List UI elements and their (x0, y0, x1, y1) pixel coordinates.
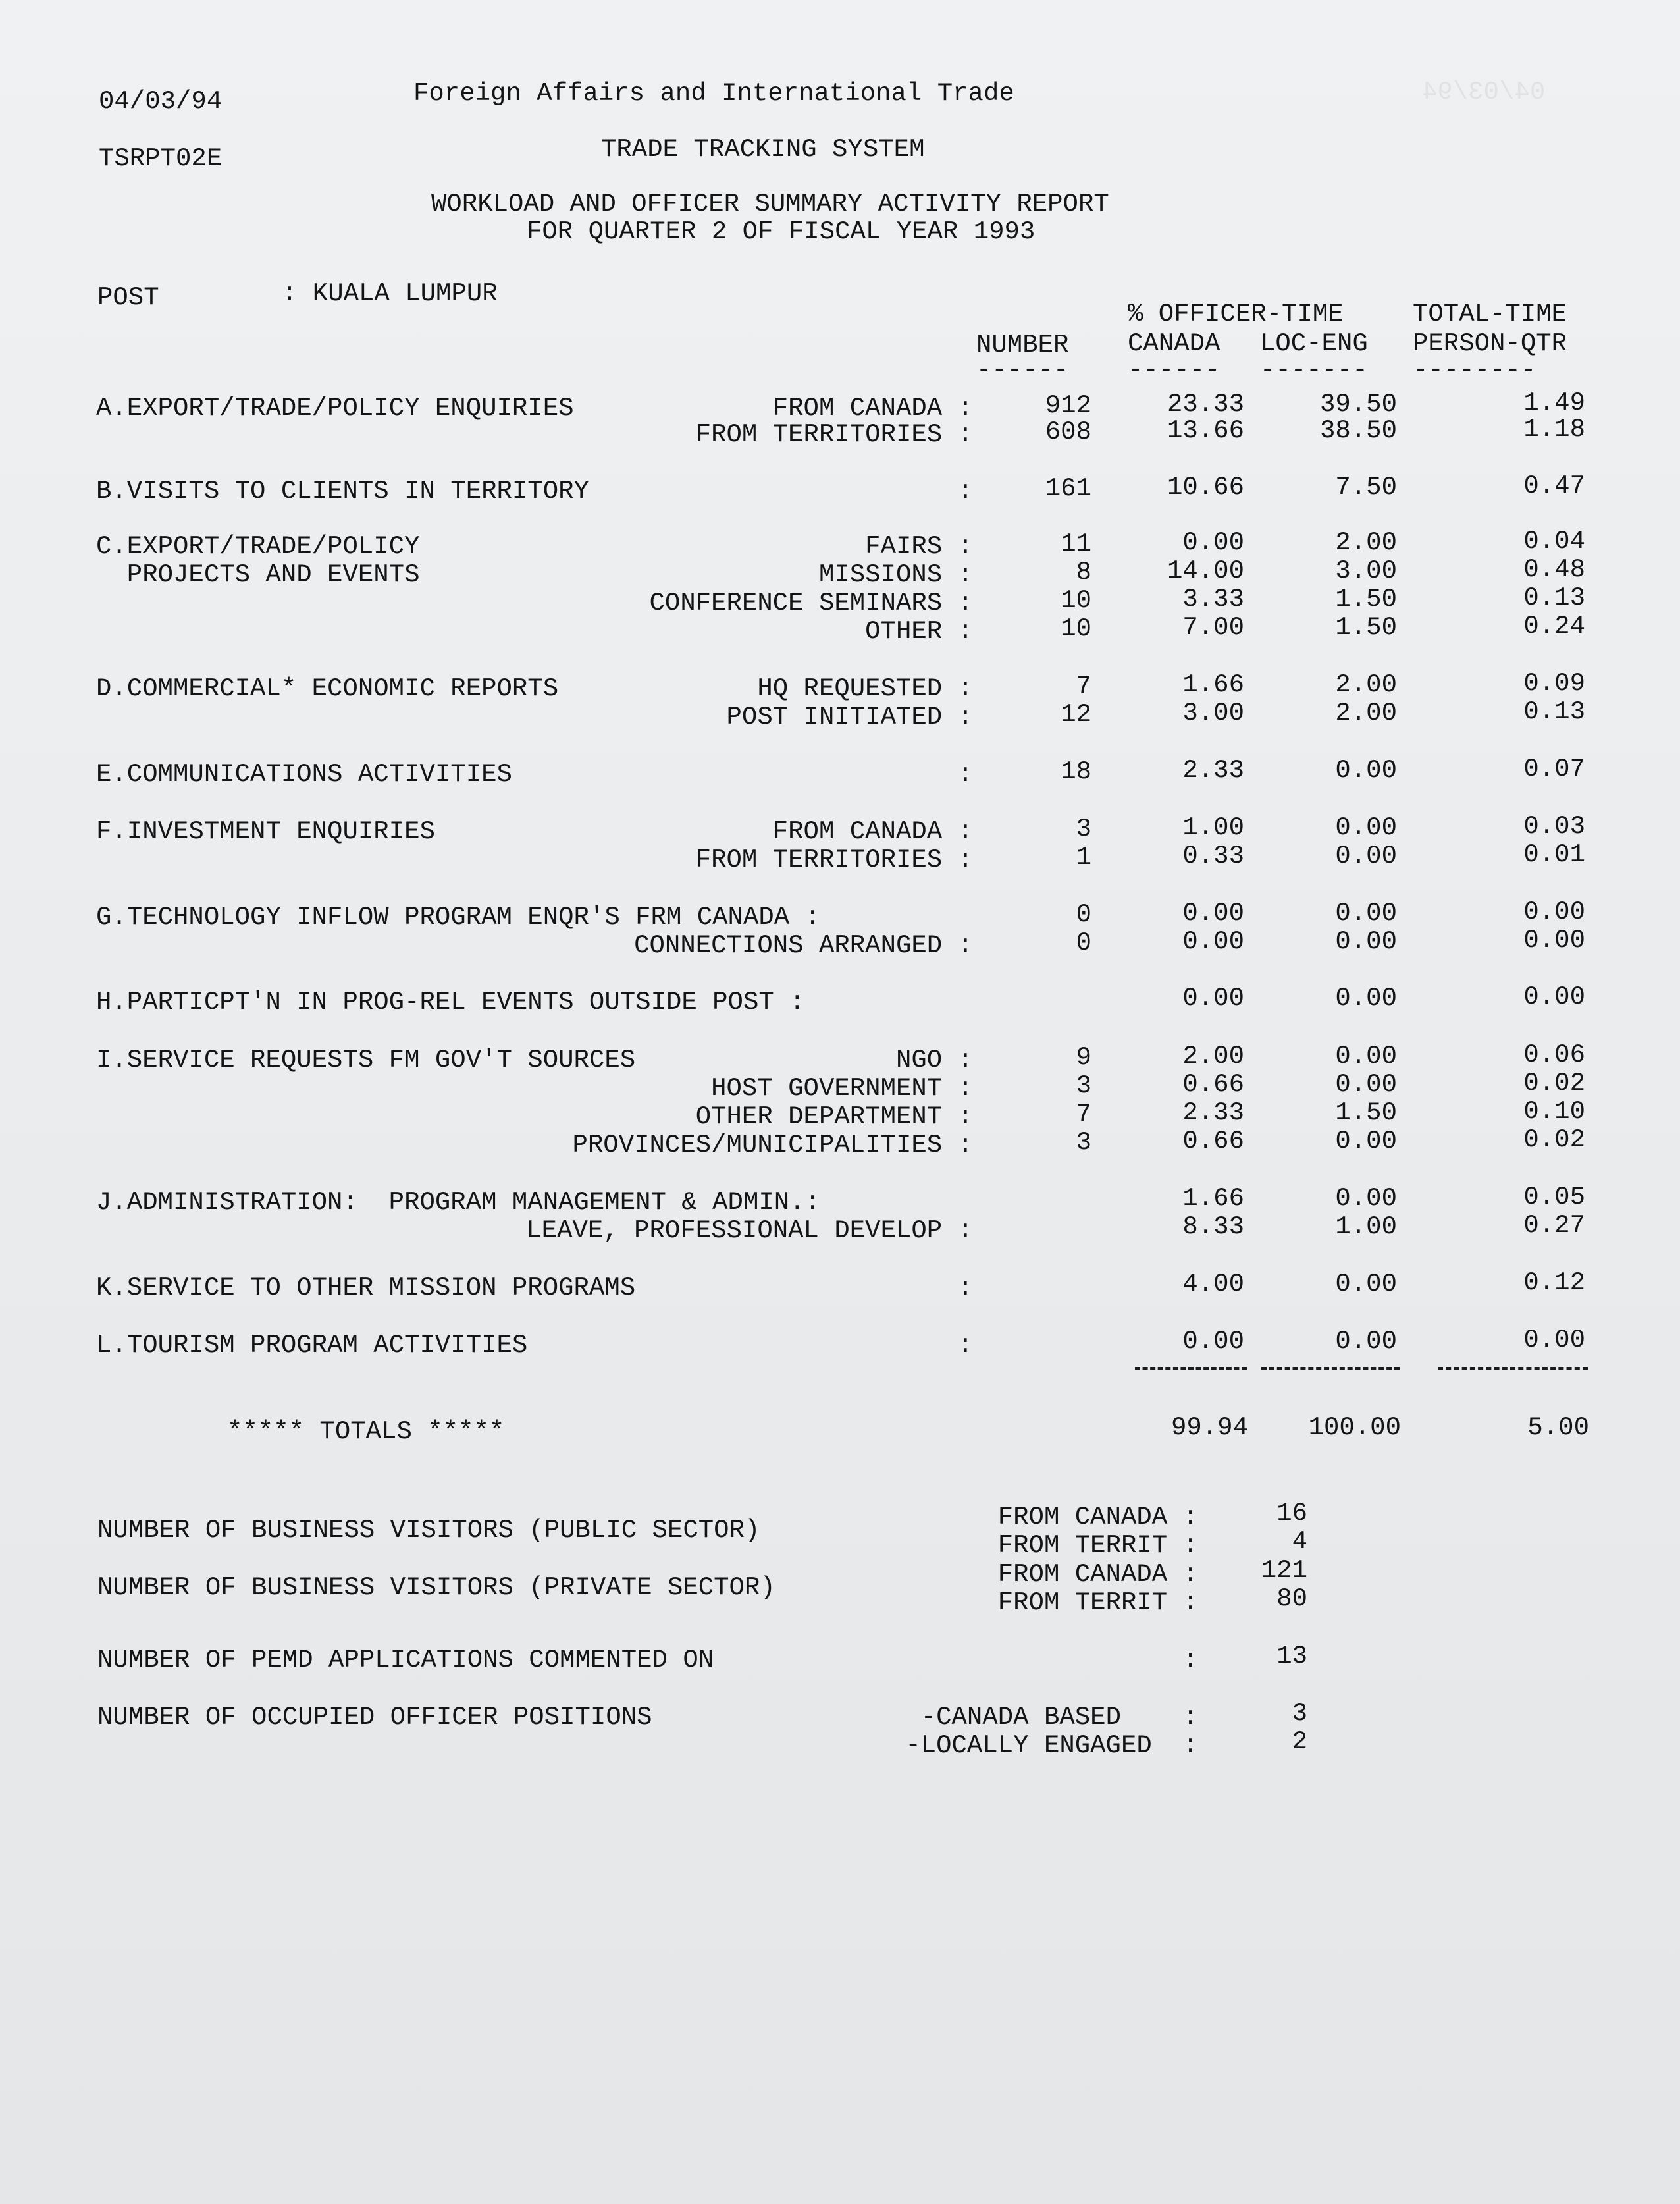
footer-value: 4 (1292, 1527, 1307, 1556)
row-number: 161 (1045, 474, 1091, 503)
totals-canada: 99.94 (1170, 1413, 1248, 1442)
row-person-qtr: 0.47 (1523, 471, 1585, 500)
row-loc-eng: 0.00 (1335, 984, 1397, 1013)
row-label: A.EXPORT/TRADE/POLICY ENQUIRIES (96, 394, 574, 423)
row-number: 18 (1061, 757, 1091, 786)
footer-sublabel: -CANADA BASED : (920, 1703, 1198, 1732)
number-column-heading: NUMBER (976, 331, 1069, 360)
row-sublabel: FROM TERRITORIES : (695, 846, 973, 874)
report-title-line2: FOR QUARTER 2 OF FISCAL YEAR 1993 (527, 217, 1036, 246)
row-loc-eng: 0.00 (1335, 1270, 1397, 1299)
footer-label: NUMBER OF BUSINESS VISITORS (PUBLIC SECTOR) (97, 1516, 760, 1545)
report-title-line1: WORKLOAD AND OFFICER SUMMARY ACTIVITY REPORT (431, 190, 1109, 219)
canada-column-heading: CANADA (1128, 329, 1221, 358)
row-canada: 1.66 (1182, 1184, 1244, 1213)
row-sublabel: : (957, 1274, 973, 1303)
totals-person-qtr: 5.00 (1527, 1413, 1589, 1442)
footer-sublabel: -LOCALLY ENGAGED : (905, 1731, 1198, 1760)
row-canada: 8.33 (1182, 1212, 1244, 1241)
footer-value: 3 (1292, 1699, 1307, 1728)
row-person-qtr: 0.10 (1523, 1097, 1585, 1126)
totals-loc-eng: 100.00 (1308, 1413, 1401, 1442)
row-canada: 7.00 (1182, 613, 1244, 642)
canada-underline: ------ (1128, 356, 1221, 385)
loc-eng-total-rule (1261, 1367, 1400, 1370)
footer-value: 2 (1292, 1727, 1307, 1756)
row-person-qtr: 0.04 (1523, 527, 1585, 556)
row-person-qtr: 0.48 (1523, 555, 1585, 584)
row-person-qtr: 0.09 (1523, 669, 1585, 698)
row-loc-eng: 39.50 (1319, 390, 1397, 419)
bleed-through-date: 04/03/94 (1422, 78, 1546, 107)
row-label: B.VISITS TO CLIENTS IN TERRITORY (96, 477, 589, 506)
row-person-qtr: 1.18 (1523, 415, 1585, 444)
person-qtr-underline: -------- (1413, 356, 1536, 385)
number-underline: ------ (976, 356, 1069, 385)
totals-label: ***** TOTALS ***** (227, 1417, 505, 1446)
row-canada: 0.00 (1182, 1327, 1244, 1356)
row-person-qtr: 0.05 (1523, 1183, 1585, 1212)
row-sublabel: HQ REQUESTED : (757, 674, 973, 703)
row-person-qtr: 0.12 (1523, 1268, 1585, 1297)
post-label: POST (97, 283, 159, 312)
row-loc-eng: 0.00 (1335, 756, 1397, 785)
row-label: E.COMMUNICATIONS ACTIVITIES (96, 760, 512, 789)
row-label: I.SERVICE REQUESTS FM GOV'T SOURCES (96, 1046, 636, 1075)
officer-time-heading: % OFFICER-TIME (1128, 300, 1344, 329)
row-sublabel: FAIRS : (865, 532, 973, 561)
footer-label: NUMBER OF PEMD APPLICATIONS COMMENTED ON (97, 1646, 714, 1675)
row-canada: 10.66 (1167, 473, 1244, 502)
row-label: L.TOURISM PROGRAM ACTIVITIES (96, 1331, 528, 1360)
system-name: TRADE TRACKING SYSTEM (601, 135, 925, 164)
footer-value: 13 (1276, 1642, 1307, 1671)
footer-label: NUMBER OF BUSINESS VISITORS (PRIVATE SECTOR) (97, 1573, 775, 1602)
row-loc-eng: 0.00 (1335, 1327, 1397, 1356)
row-canada: 1.66 (1182, 670, 1244, 699)
row-canada: 2.33 (1182, 756, 1244, 785)
row-label: K.SERVICE TO OTHER MISSION PROGRAMS (96, 1274, 636, 1303)
row-canada: 13.66 (1167, 416, 1244, 445)
row-number: 608 (1045, 417, 1091, 446)
row-canada: 0.00 (1182, 927, 1244, 956)
row-sublabel: : (957, 1331, 973, 1360)
footer-sublabel: FROM CANADA : (997, 1560, 1198, 1589)
report-code: TSRPT02E (99, 144, 223, 173)
row-number: 7 (1076, 672, 1091, 701)
footer-value: 121 (1261, 1556, 1307, 1585)
footer-label: NUMBER OF OCCUPIED OFFICER POSITIONS (97, 1703, 652, 1732)
row-loc-eng: 38.50 (1319, 416, 1397, 445)
row-sublabel: FROM CANADA : (772, 817, 973, 846)
report-date: 04/03/94 (99, 87, 223, 116)
row-loc-eng: 1.50 (1335, 613, 1397, 642)
row-canada: 23.33 (1167, 390, 1244, 419)
row-canada: 4.00 (1182, 1270, 1244, 1299)
row-sublabel: MISSIONS : (818, 560, 973, 589)
row-loc-eng: 0.00 (1335, 842, 1397, 871)
row-person-qtr: 1.49 (1523, 389, 1585, 417)
row-sublabel: OTHER DEPARTMENT : (695, 1102, 973, 1131)
row-sublabel: HOST GOVERNMENT : (711, 1074, 973, 1103)
row-sublabel: NGO : (895, 1046, 973, 1075)
row-person-qtr: 0.13 (1523, 583, 1585, 612)
row-sublabel: PROVINCES/MUNICIPALITIES : (572, 1131, 973, 1160)
canada-total-rule (1135, 1367, 1247, 1370)
row-canada: 1.00 (1182, 813, 1244, 842)
row-label: C.EXPORT/TRADE/POLICY (96, 532, 420, 561)
person-qtr-total-rule (1438, 1367, 1588, 1370)
row-label: J.ADMINISTRATION: PROGRAM MANAGEMENT & ADMIN.: (96, 1188, 820, 1217)
footer-sublabel: FROM CANADA : (997, 1503, 1198, 1532)
row-person-qtr: 0.00 (1523, 898, 1585, 927)
row-number: 8 (1076, 558, 1091, 587)
row-person-qtr: 0.01 (1523, 840, 1585, 869)
row-sublabel: FROM TERRITORIES : (695, 420, 973, 449)
row-canada: 0.00 (1182, 984, 1244, 1013)
row-sublabel: LEAVE, PROFESSIONAL DEVELOP : (526, 1216, 973, 1245)
footer-sublabel: FROM TERRIT : (997, 1531, 1198, 1560)
row-loc-eng: 0.00 (1335, 927, 1397, 956)
row-loc-eng: 0.00 (1335, 1184, 1397, 1213)
footer-sublabel: : (1182, 1646, 1198, 1675)
footer-sublabel: FROM TERRIT : (997, 1588, 1198, 1617)
row-canada: 2.00 (1182, 1042, 1244, 1071)
row-number: 9 (1076, 1043, 1091, 1072)
row-number: 7 (1076, 1100, 1091, 1129)
row-canada: 0.66 (1182, 1070, 1244, 1099)
row-person-qtr: 0.24 (1523, 612, 1585, 641)
row-person-qtr: 0.02 (1523, 1069, 1585, 1098)
row-sublabel: POST INITIATED : (726, 703, 973, 732)
row-loc-eng: 7.50 (1335, 473, 1397, 502)
row-canada: 3.00 (1182, 699, 1244, 728)
row-person-qtr: 0.02 (1523, 1125, 1585, 1154)
post-value: : KUALA LUMPUR (282, 279, 498, 308)
row-number: 1 (1076, 843, 1091, 872)
row-loc-eng: 1.50 (1335, 585, 1397, 614)
department-name: Foreign Affairs and International Trade (413, 79, 1014, 108)
row-number: 12 (1061, 700, 1091, 729)
row-person-qtr: 0.27 (1523, 1211, 1585, 1240)
row-number: 10 (1061, 586, 1091, 615)
row-canada: 2.33 (1182, 1098, 1244, 1127)
row-canada: 3.33 (1182, 585, 1244, 614)
row-canada: 14.00 (1167, 556, 1244, 585)
row-number: 0 (1076, 900, 1091, 929)
row-person-qtr: 0.03 (1523, 812, 1585, 841)
row-number: 3 (1076, 1128, 1091, 1157)
row-person-qtr: 0.00 (1523, 1326, 1585, 1355)
row-sublabel: CONNECTIONS ARRANGED : (634, 931, 973, 960)
row-canada: 0.33 (1182, 842, 1244, 871)
row-canada: 0.66 (1182, 1127, 1244, 1156)
row-label: PROJECTS AND EVENTS (96, 560, 420, 589)
footer-value: 16 (1276, 1499, 1307, 1528)
row-loc-eng: 0.00 (1335, 899, 1397, 928)
row-sublabel: : (957, 477, 973, 506)
row-loc-eng: 2.00 (1335, 528, 1397, 557)
row-loc-eng: 0.00 (1335, 1070, 1397, 1099)
row-sublabel: : (957, 760, 973, 789)
row-label: G.TECHNOLOGY INFLOW PROGRAM ENQR'S FRM CANADA : (96, 903, 820, 932)
row-label: H.PARTICPT'N IN PROG-REL EVENTS OUTSIDE POST : (96, 988, 805, 1017)
row-loc-eng: 3.00 (1335, 556, 1397, 585)
row-person-qtr: 0.13 (1523, 697, 1585, 726)
row-loc-eng: 0.00 (1335, 1127, 1397, 1156)
row-loc-eng: 2.00 (1335, 699, 1397, 728)
row-canada: 0.00 (1182, 899, 1244, 928)
footer-value: 80 (1276, 1584, 1307, 1613)
row-label: F.INVESTMENT ENQUIRIES (96, 817, 435, 846)
row-label: D.COMMERCIAL* ECONOMIC REPORTS (96, 674, 559, 703)
person-qtr-column-heading: PERSON-QTR (1413, 329, 1567, 358)
row-number: 10 (1061, 614, 1091, 643)
row-number: 3 (1076, 1071, 1091, 1100)
row-sublabel: FROM CANADA : (772, 394, 973, 423)
row-number: 3 (1076, 815, 1091, 844)
row-loc-eng: 0.00 (1335, 813, 1397, 842)
row-canada: 0.00 (1182, 528, 1244, 557)
row-number: 11 (1061, 529, 1091, 558)
row-person-qtr: 0.06 (1523, 1040, 1585, 1069)
row-number: 912 (1045, 391, 1091, 420)
row-loc-eng: 0.00 (1335, 1042, 1397, 1071)
row-loc-eng: 1.00 (1335, 1212, 1397, 1241)
row-loc-eng: 2.00 (1335, 670, 1397, 699)
row-sublabel: CONFERENCE SEMINARS : (649, 589, 973, 618)
row-loc-eng: 1.50 (1335, 1098, 1397, 1127)
total-time-heading: TOTAL-TIME (1413, 300, 1567, 329)
row-sublabel: OTHER : (865, 617, 973, 646)
row-person-qtr: 0.00 (1523, 982, 1585, 1011)
loc-eng-column-heading: LOC-ENG (1260, 329, 1368, 358)
row-number: 0 (1076, 928, 1091, 957)
row-person-qtr: 0.07 (1523, 755, 1585, 784)
row-person-qtr: 0.00 (1523, 926, 1585, 955)
loc-eng-underline: ------- (1260, 356, 1368, 385)
